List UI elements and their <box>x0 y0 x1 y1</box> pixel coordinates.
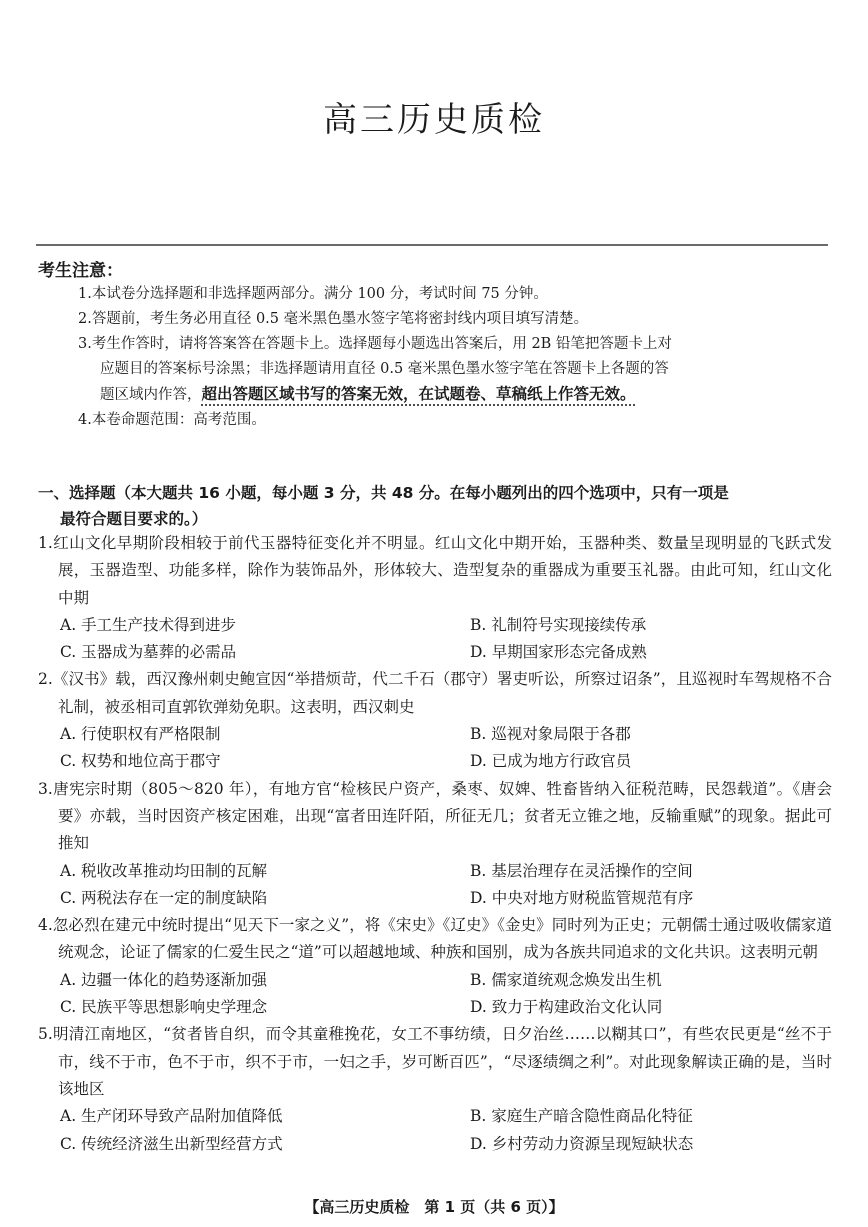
notice-item: 1.本试卷分选择题和非选择题两部分。满分 100 分，考试时间 75 分钟。 <box>78 286 548 302</box>
option-b: B. 巡视对象局限于各郡 <box>470 725 631 744</box>
question-stem: 4.忽必烈在建元中统时提出“见天下一家之义”，将《宋史》《辽史》《金史》同时列为正史；元朝儒士通过吸收儒家道统观念，论证了儒家的仁爱生民之“道”可以超越地域、种族和国别，成为各族共同追求的文化共识。这表明元朝 <box>38 916 832 962</box>
options <box>38 967 832 1022</box>
divider <box>36 244 828 246</box>
question-4 <box>38 912 832 1021</box>
option-c: C. 民族平等思想影响史学理念 <box>60 998 268 1017</box>
option-d: D. 乡村劳动力资源呈现短缺状态 <box>470 1134 694 1153</box>
option-d: D. 已成为地方行政官员 <box>470 752 632 771</box>
option-b: B. 家庭生产暗含隐性商品化特征 <box>470 1107 693 1126</box>
question-stem: 1.红山文化早期阶段相较于前代玉器特征变化并不明显。红山文化中期开始，玉器种类、数量呈现明显的飞跃式发展，玉器造型、功能多样，除作为装饰品外，形体较大、造型复杂的重器成为重要玉礼器。由此可知，红山文化中期 <box>38 534 832 607</box>
options <box>38 721 832 776</box>
option-d: D. 早期国家形态完备成熟 <box>470 643 647 662</box>
question-stem: 3.唐宪宗时期（805～820 年），有地方官“检核民户资产，桑枣、奴婢、牲畜皆纳入征税范畴，民怨载道”。《唐会要》亦载，当时因资产核定困难，出现“富者田连阡陌，所征无几；贫者无立锥之地，反输重赋”的现象。据此可推知 <box>38 779 832 853</box>
option-d: D. 致力于构建政治文化认同 <box>470 998 663 1017</box>
option-a: A. 行使职权有严格限制 <box>60 725 221 744</box>
option-b: B. 儒家道统观念焕发出生机 <box>470 970 662 989</box>
section-heading-line: 最符合题目要求的。） <box>60 510 208 528</box>
page-footer: 【高三历史质检 第 1 页（共 6 页）】 <box>304 1198 564 1216</box>
options <box>38 858 832 913</box>
notice-emphasis: 超出答题区域书写的答案无效，在试题卷、草稿纸上作答无效。 <box>201 385 636 403</box>
page-title: 高三历史质检 <box>323 100 545 140</box>
notice-item-cont: 应题目的答案标号涂黑；非选择题请用直径 0.5 毫米黑色墨水签字笔在答题卡上各题的答 <box>100 361 669 377</box>
option-c: C. 两税法存在一定的制度缺陷 <box>60 888 268 907</box>
options <box>38 1103 832 1158</box>
question-3 <box>38 776 832 912</box>
option-a: A. 税收改革推动均田制的瓦解 <box>60 861 268 880</box>
notice-item: 4.本卷命题范围：高考范围。 <box>78 412 266 428</box>
option-a: A. 手工生产技术得到进步 <box>60 615 237 634</box>
question-2 <box>38 666 832 775</box>
question-list <box>38 530 832 1158</box>
notice-heading: 考生注意： <box>38 261 123 281</box>
question-stem: 5.明清江南地区，“贫者皆自织，而令其童稚挽花，女工不事纺绩，日夕治丝……以糊其口”，有些农民更是“丝不于市，线不于市，色不于市，织不于市，一妇之手，岁可断百匹”，“尽逐绩绸之利”。对此现象解读正确的是，当时该地区 <box>38 1025 832 1098</box>
option-c: C. 权势和地位高于郡守 <box>60 752 221 771</box>
section-heading <box>38 480 832 532</box>
question-stem: 2.《汉书》载，西汉豫州刺史鲍宣因“举措烦苛，代二千石（郡守）署吏听讼，所察过诏条”，且巡视时车驾规格不合礼制，被丞相司直郭钦弹劾免职。这表明，西汉刺史 <box>38 670 832 716</box>
options <box>38 612 832 667</box>
option-a: A. 边疆一体化的趋势逐渐加强 <box>60 970 268 989</box>
option-b: B. 基层治理存在灵活操作的空间 <box>470 861 693 880</box>
notice-list <box>78 282 830 433</box>
question-5 <box>38 1021 832 1157</box>
notice-item: 2.答题前，考生务必用直径 0.5 毫米黑色墨水签字笔将密封线内项目填写清楚。 <box>78 311 589 327</box>
option-b: B. 礼制符号实现接续传承 <box>470 615 647 634</box>
notice-item: 3.考生作答时，请将答案答在答题卡上。选择题每小题选出答案后，用 2B 铅笔把答题卡上对 <box>78 336 672 352</box>
section-heading-line: 一、选择题（本大题共 16 小题，每小题 3 分，共 48 分。在每小题列出的四个选项中，只有一项是 <box>38 484 729 502</box>
notice-item-cont <box>78 382 830 408</box>
option-d: D. 中央对地方财税监管规范有序 <box>470 888 694 907</box>
option-c: C. 传统经济滋生出新型经营方式 <box>60 1134 283 1153</box>
notice-item-cont-text: 题区域内作答， <box>100 387 202 403</box>
option-a: A. 生产闭环导致产品附加值降低 <box>60 1107 283 1126</box>
question-1 <box>38 530 832 666</box>
option-c: C. 玉器成为墓葬的必需品 <box>60 643 237 662</box>
